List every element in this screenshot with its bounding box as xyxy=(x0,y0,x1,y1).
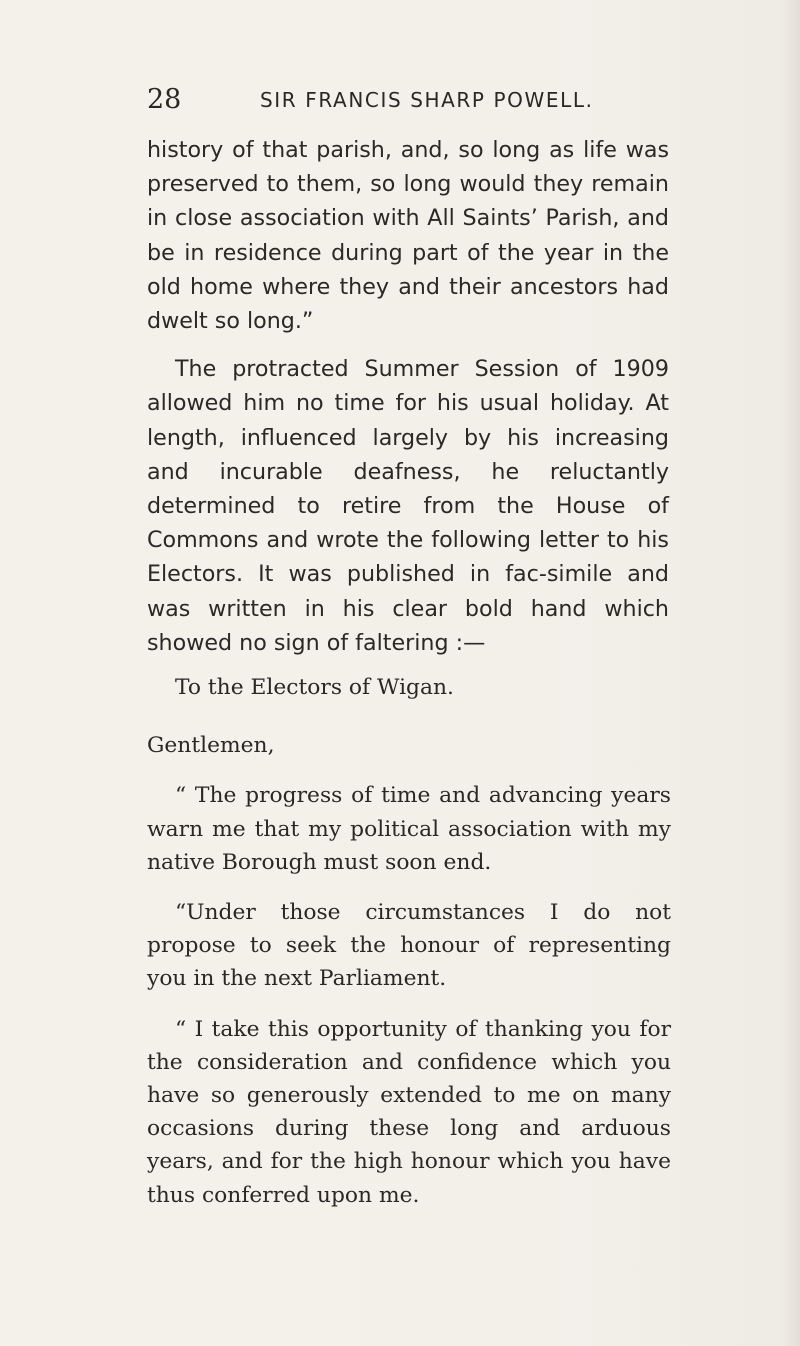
page-edge-shadow xyxy=(782,0,800,1346)
letter-to-electors xyxy=(147,671,671,1212)
letter-address: To the Electors of Wigan. xyxy=(175,675,454,700)
page-header xyxy=(147,84,667,118)
body-text xyxy=(147,133,669,660)
paragraph-continuation: history of that parish, and, so long as life was preserved to them, so long would they remain in close association with All Saints’ Parish, and be in residence during part of the year in the old home where they and their ancestors had dwelt so long.” xyxy=(147,137,669,335)
paragraph-summer-session: The protracted Summer Session of 1909 allowed him no time for his usual holiday. At length, influenced largely by his increasing and incurable deafness, he reluctantly determined to retire from the House of Commons and wrote the following letter to his Electors. It was published in fac-simile and was written in his clear bold hand which showed no sign of faltering :— xyxy=(147,356,669,656)
page-number: 28 xyxy=(147,84,182,115)
letter-paragraph: “ I take this opportunity of thanking you for the consideration and confidence which you have so generously extended to me on many occasions during these long and arduous years, and for the high honour which you have thus conferred upon me. xyxy=(147,1016,671,1208)
letter-paragraph: “ The progress of time and advancing years warn me that my political association with my native Borough must soon end. xyxy=(147,783,671,875)
letter-salutation: Gentlemen, xyxy=(147,733,275,759)
running-head: SIR FRANCIS SHARP POWELL. xyxy=(260,88,594,112)
letter-paragraph: “Under those circumstances I do not propose to seek the honour of representing you in the next Parliament. xyxy=(147,900,671,992)
